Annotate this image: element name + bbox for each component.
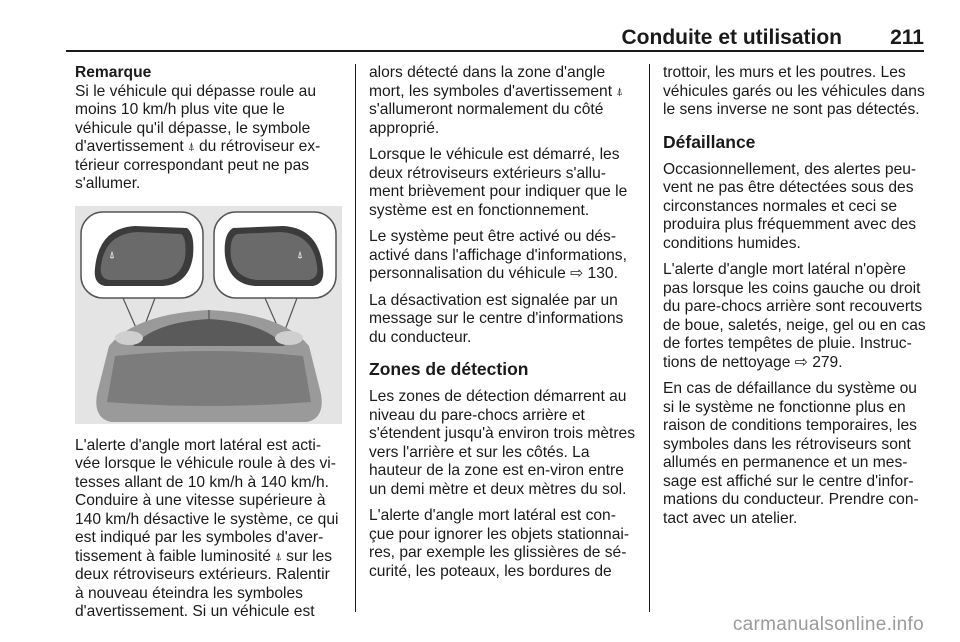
paragraph-part: L'alerte d'angle mort latéral n'opère pas lorsque les coins gauche ou droit du pare-chocs arrière sont recouverts de boue, saletés, neige, gel ou en cas de fortes tempêtes de pluie. Instruc-tions de nettoyage <box>663 261 926 371</box>
page-header-title: Conduite et utilisation <box>621 26 842 49</box>
mirror-illustration-svg <box>75 206 342 424</box>
column-1 <box>75 64 342 630</box>
section-heading: Défaillance <box>663 131 756 152</box>
paragraph: En cas de défaillance du système ou si le système ne fonctionne plus en raison de conditions temporaires, les symboles dans les rétroviseurs sont allumés en permanence et un mes-sage est affiché sur le centre d'infor-mations du conducteur. Prendre con-tact avec un atelier. <box>663 380 919 527</box>
note-block <box>75 64 342 194</box>
blind-spot-warning-icon: ⍋ <box>616 85 623 98</box>
paragraph-part: Le système peut être activé ou dés-activé dans l'affichage d'informations, personnalisation du véhicule <box>369 228 627 282</box>
paragraph <box>369 228 636 284</box>
svg-text:⍋: ⍋ <box>297 249 303 261</box>
paragraph-part: 279. <box>807 353 843 371</box>
paragraph: Lorsque le véhicule est démarré, les deux rétroviseurs extérieurs s'allu-ment brièvement pour indiquer que le système est en fonctionnement. <box>369 146 628 219</box>
paragraph <box>75 437 342 622</box>
paragraph <box>663 261 930 372</box>
paragraph-part: s'allumeront normalement du côté approprié. <box>369 101 604 137</box>
section-heading: Zones de détection <box>369 359 529 379</box>
note-text <box>75 83 342 194</box>
note-title: Remarque <box>75 64 152 81</box>
note-text-part: du rétroviseur ex-térieur correspondant peut ne pas s'allumer. <box>75 138 321 192</box>
column-divider <box>355 64 356 612</box>
paragraph: L'alerte d'angle mort latéral est con-çue pour ignorer les objets stationnai-res, par exemple les glissières de sé-curité, les poteaux, les bordures de <box>369 507 630 580</box>
column-3 <box>663 64 930 536</box>
svg-text:⍋: ⍋ <box>109 249 115 261</box>
paragraph-part: sur les deux rétroviseurs extérieurs. Ralentir à nouveau éteindra les symboles d'avertissement. Si un véhicule est <box>75 547 333 620</box>
column-divider <box>649 64 650 612</box>
note-text-part: Si le véhicule qui dépasse roule au moins 10 km/h plus vite que le véhicule qu'il dépasse, le symbole d'avertissement <box>75 82 316 155</box>
blind-spot-warning-icon: ⍋ <box>188 141 195 153</box>
paragraph-part: L'alerte d'angle mort latéral est acti-vée lorsque le véhicule roule à des vi-tesses allant de 10 km/h à 140 km/h. Conduire à une vitesse supérieure à 140 km/h désactive le système, ce qui est indiqué par les symboles d'aver-tissement à faible luminosité <box>75 436 339 565</box>
paragraph: La désactivation est signalée par un message sur le centre d'informations du conducteur. <box>369 291 624 346</box>
paragraph-part: alors détecté dans la zone d'angle mort, les symboles d'avertissement <box>369 64 613 100</box>
paragraph: Les zones de détection démarrent au niveau du pare-chocs arrière et s'étendent jusqu'à environ trois mètres vers l'arrière et sur les côtés. La hauteur de la zone est en-viron entre un demi mètre et deux mètres du sol. <box>369 388 635 498</box>
page-reference-icon: ⇨ <box>570 265 584 282</box>
page-number: 211 <box>890 26 924 49</box>
header-rule <box>66 50 924 52</box>
column-2 <box>369 64 636 589</box>
paragraph-part: 130. <box>583 265 618 282</box>
page-reference-icon: ⇨ <box>794 353 808 371</box>
paragraph: trottoir, les murs et les poutres. Les véhicules garés ou les véhicules dans le sens inverse ne sont pas détectés. <box>663 64 925 118</box>
paragraph <box>369 64 636 138</box>
blind-spot-warning-icon: ⍋ <box>275 550 282 563</box>
mirror-illustration <box>75 206 342 424</box>
paragraph: Occasionnellement, des alertes peu-vent ne pas être détectées sous des circonstances normales et ceci se produira plus fréquemment avec des conditions humides. <box>663 160 917 252</box>
watermark: carmanualsonline.info <box>732 614 924 635</box>
